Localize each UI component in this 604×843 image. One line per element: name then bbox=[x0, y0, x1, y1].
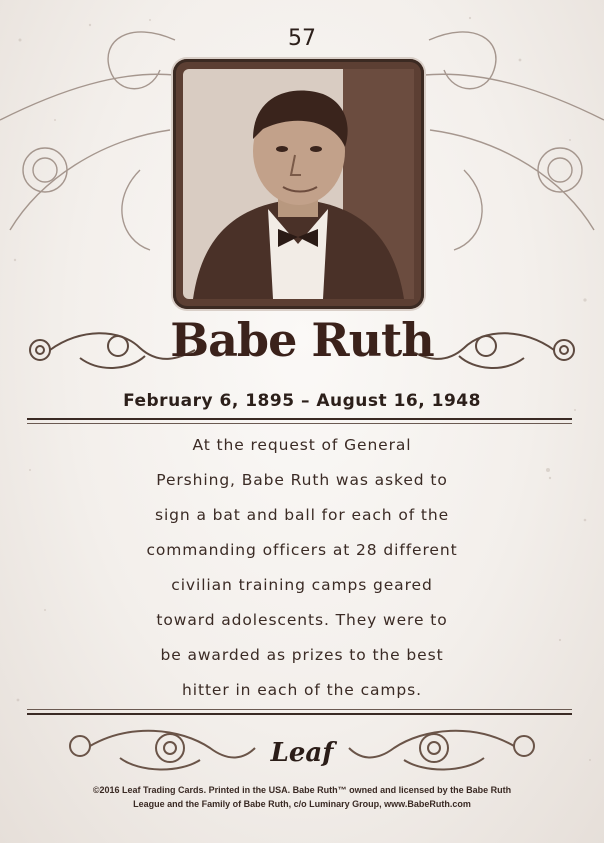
divider-top bbox=[27, 418, 572, 420]
bio-line: be awarded as prizes to the best bbox=[160, 646, 444, 664]
player-biography bbox=[40, 428, 564, 708]
bio-line: toward adolescents. They were to bbox=[156, 611, 448, 629]
bio-line: Pershing, Babe Ruth was asked to bbox=[156, 471, 448, 489]
player-name: Babe Ruth bbox=[170, 313, 434, 367]
divider-top-thin bbox=[27, 423, 572, 424]
card-number: 57 bbox=[288, 26, 316, 51]
player-life-dates: February 6, 1895 – August 16, 1948 bbox=[123, 391, 481, 411]
copyright-legal-text bbox=[0, 783, 604, 811]
bio-line: At the request of General bbox=[192, 436, 412, 454]
bio-line: commanding officers at 28 different bbox=[146, 541, 458, 559]
bio-line: hitter in each of the camps. bbox=[182, 681, 422, 699]
bio-line: civilian training camps geared bbox=[171, 576, 433, 594]
bio-line: sign a bat and ball for each of the bbox=[154, 506, 450, 524]
leaf-logo: Leaf bbox=[270, 738, 334, 768]
divider-bottom bbox=[27, 713, 572, 715]
legal-line: ©2016 Leaf Trading Cards. Printed in the USA. Babe Ruth™ owned and licensed by the Babe Ruth bbox=[92, 785, 512, 795]
legal-line: League and the Family of Babe Ruth, c/o Luminary Group, www.BabeRuth.com bbox=[133, 799, 471, 809]
player-photo-frame bbox=[173, 59, 424, 309]
divider-bottom-thin bbox=[27, 709, 572, 710]
player-portrait-image bbox=[183, 69, 414, 299]
